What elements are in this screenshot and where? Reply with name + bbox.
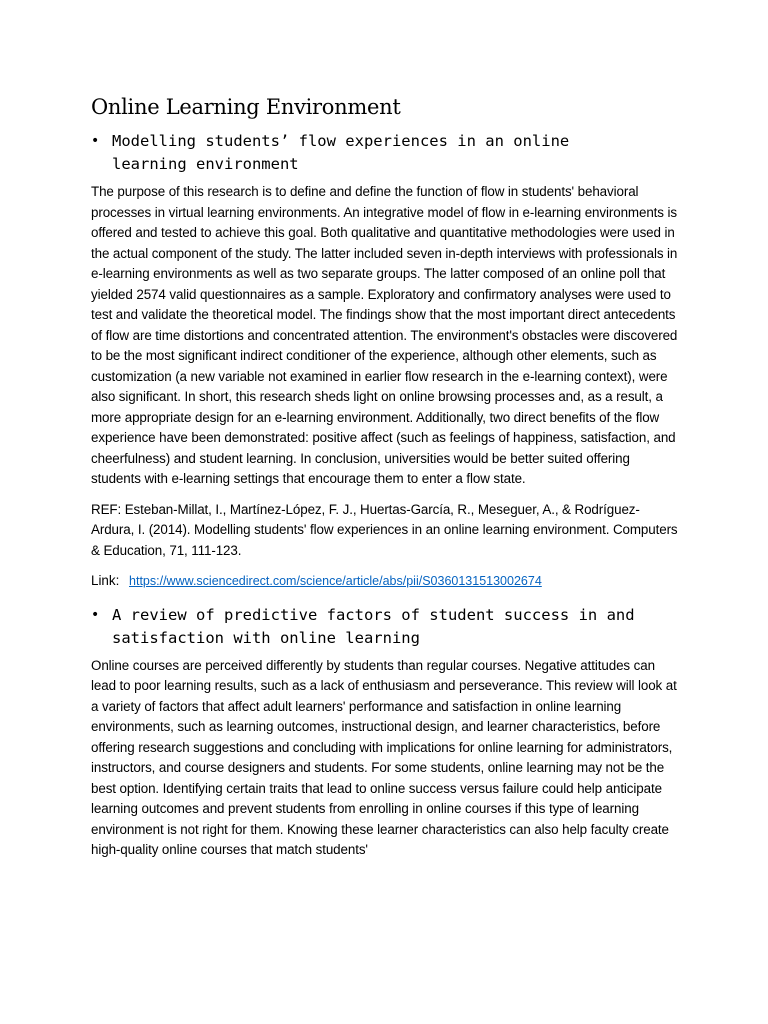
section-1-reference: REF: Esteban-Millat, I., Martínez-López, F. J., Huertas-García, R., Meseguer, A., & Rodríguez-Ardura, I. (2014). Modelling students' flow experiences in an online learning environment. Computers & Education, 71, 111-123. (91, 501, 678, 558)
bullet-icon: • (91, 133, 100, 149)
section-2-heading-text: A review of predictive factors of student success in and satisfaction with online learning (112, 605, 635, 647)
document-page (91, 92, 681, 871)
section-1-heading (91, 130, 681, 176)
bullet-icon: • (91, 606, 100, 623)
section-1-link-line (91, 571, 681, 592)
section-2-body: Online courses are perceived differently by students than regular courses. Negative attitudes can lead to poor learning results, such as a lack of enthusiasm and perseverance. This review will look at a variety of factors that affect adult learners' performance and satisfaction in online learning environments, such as learning outcomes, instructional design, and learner characteristics, before offering research suggestions and concluding with implications for online learning for administrators, instructors, and course designers and students. For some students, online learning may not be the best option. Identifying certain traits that lead to online success versus failure could help anticipate learning outcomes and prevent students from enrolling in online courses if this type of learning environment is not right for them. Knowing these learner characteristics can also help faculty create high-quality online courses that match students' (91, 657, 677, 857)
reference-link[interactable]: https://www.sciencedirect.com/science/article/abs/pii/S0360131513002674 (129, 574, 542, 588)
document-title: Online Learning Environment (91, 95, 401, 119)
section-1-heading-text: Modelling students’ flow experiences in an online learning environment (112, 132, 570, 173)
section-2-heading (91, 604, 681, 650)
link-label: Link: (91, 573, 120, 588)
section-1-body: The purpose of this research is to define and define the function of flow in students' behavioral processes in virtual learning environments. An integrative model of flow in e-learning environments is offered and tested to achieve this goal. Both qualitative and quantitative methodologies were used in the actual component of the study. The latter included seven in-depth interviews with professionals in e-learning environments as well as two separate groups. The latter composed of an online poll that yielded 2574 valid questionnaires as a sample. Exploratory and confirmatory analyses were used to test and validate the theoretical model. The findings show that the most important direct antecedents of flow are time distortions and concentrated attention. The environment's obstacles were discovered to be the most significant indirect conditioner of the experience, although other elements, such as customization (a new variable not examined in earlier flow research in the e-learning context), were also significant. In short, this research sheds light on online browsing processes and, as a result, a more appropriate design for an e-learning environment. Additionally, two direct benefits of the flow experience have been demonstrated: positive affect (such as feelings of happiness, satisfaction, and cheerfulness) and student learning. In conclusion, universities would be better suited offering students with e-learning settings that encourage them to enter a flow state. (91, 184, 678, 486)
